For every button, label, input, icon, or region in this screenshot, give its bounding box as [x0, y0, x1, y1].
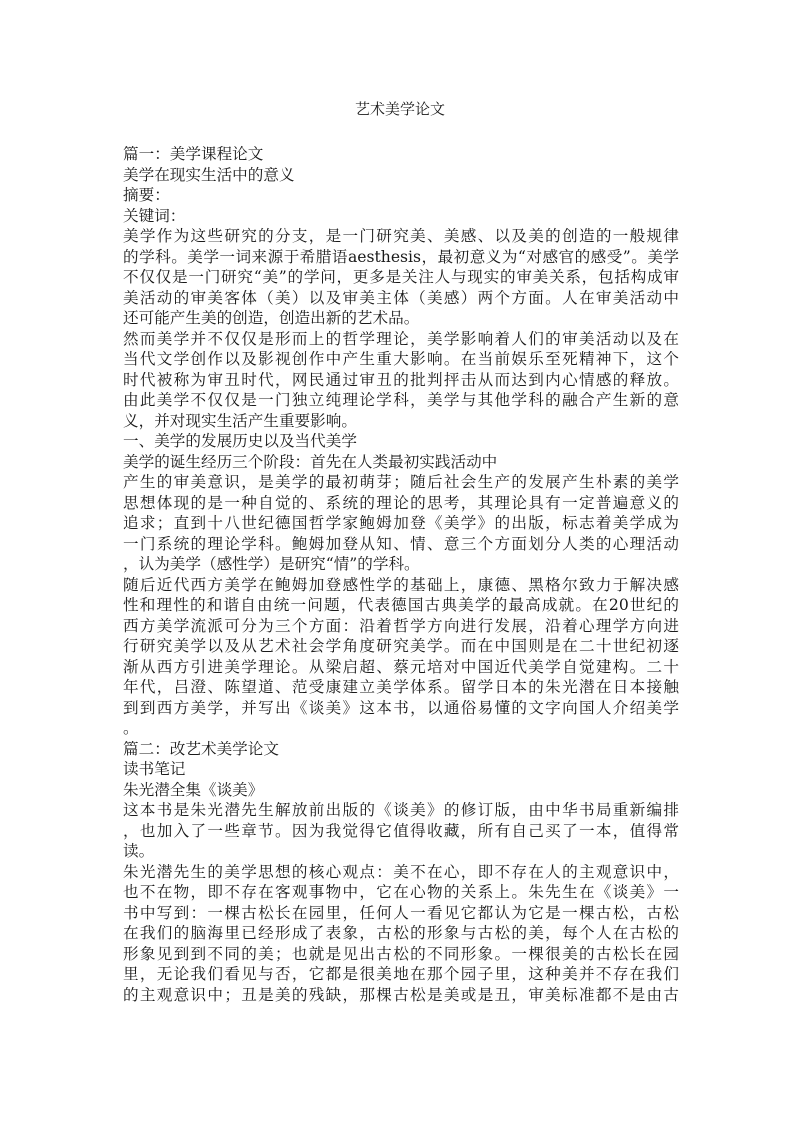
text-line: 里，无论我们看见与否，它都是很美地在那个园子里，这种美并不存在我们	[123, 965, 679, 983]
text-line: 美学作为这些研究的分支，是一门研究美、美感、以及美的创造的一般规律	[123, 227, 679, 245]
text-line: 的主观意识中；丑是美的残缺，那棵古松是美或是丑，审美标准都不是由古	[123, 985, 679, 1004]
text-line: 思想体现的是一种自觉的、系统的理论的思考，其理论具有一定普遍意义的	[123, 493, 679, 512]
text-line: 。	[123, 719, 139, 737]
text-line: 追求；直到十八世纪德国哲学家鲍姆加登《美学》的出版，标志着美学成为	[123, 514, 679, 532]
text-line: 然而美学并不仅仅是形而上的哲学理论，美学影响着人们的审美活动以及在	[123, 329, 679, 348]
text-line: 摘要：	[123, 186, 170, 204]
text-line: 年代，吕澄、陈望道、范受康建立美学体系。留学日本的朱光潜在日本接触	[123, 678, 679, 696]
text-line: 一门系统的理论学科。鲍姆加登从知、情、意三个方面划分人类的心理活动	[123, 534, 679, 553]
text-line: 当代文学创作以及影视创作中产生重大影响。在当前娱乐至死精神下，这个	[123, 350, 679, 368]
text-line: 行研究美学以及从艺术社会学角度研究美学。而在中国则是在二十世纪初逐	[123, 637, 679, 655]
text-line: 不仅仅是一门研究“美”的学问，更多是关注人与现实的审美关系，包括构成审	[123, 268, 679, 286]
text-line: 时代被称为审丑时代，网民通过审丑的批判抨击从而达到内心情感的释放。	[123, 370, 679, 389]
text-line: 美活动的审美客体（美）以及审美主体（美感）两个方面。人在审美活动中	[123, 288, 679, 307]
text-line: 西方美学流派可分为三个方面：沿着哲学方向进行发展，沿着心理学方向进	[123, 616, 679, 635]
text-line: 篇二：改艺术美学论文	[123, 739, 279, 758]
text-line: 的学科。美学一词来源于希腊语aesthesis，最初意义为“对感官的感受”。美学	[123, 247, 679, 266]
text-line: 还可能产生美的创造，创造出新的艺术品。	[123, 309, 420, 327]
text-line: 随后近代西方美学在鲍姆加登感性学的基础上，康德、黑格尔致力于解决感	[123, 575, 679, 594]
text-line: 形象见到到不同的美；也就是见出古松的不同形象。一棵很美的古松长在园	[123, 944, 679, 963]
text-line: 一、美学的发展历史以及当代美学	[123, 432, 357, 450]
text-line: 渐从西方引进美学理论。从梁启超、蔡元培对中国近代美学自觉建构。二十	[123, 657, 679, 676]
text-line: 产生的审美意识，是美学的最初萌芽；随后社会生产的发展产生朴素的美学	[123, 473, 679, 491]
text-line: 读书笔记	[123, 760, 186, 778]
text-line: 朱光潜先生的美学思想的核心观点：美不在心，即不存在人的主观意识中，	[123, 862, 679, 881]
document-title: 艺术美学论文	[354, 100, 445, 118]
document-body	[123, 144, 679, 1005]
text-line: 朱光潜全集《谈美》	[123, 780, 264, 799]
text-line: 篇一：美学课程论文	[123, 145, 264, 163]
text-line: 书中写到：一棵古松长在园里，任何人一看见它都认为它是一棵古松，古松	[123, 903, 679, 922]
text-line: 读。	[123, 842, 155, 860]
text-line: 义，并对现实生活产生重要影响。	[123, 411, 357, 430]
text-line: ，也加入了一些章节。因为我觉得它值得收藏，所有自己买了一本，值得常	[123, 821, 679, 840]
text-line: 这本书是朱光潜先生解放前出版的《谈美》的修订版，由中华书局重新编排	[123, 801, 679, 819]
text-line: ，认为美学（感性学）是研究“情”的学科。	[123, 555, 420, 573]
text-line: 美学的诞生经历三个阶段：首先在人类最初实践活动中	[123, 452, 498, 471]
text-line: 在我们的脑海里已经形成了表象，古松的形象与古松的美，每个人在古松的	[123, 924, 679, 942]
text-line: 关键词：	[123, 206, 186, 225]
text-line: 性和理性的和谐自由统一问题，代表德国古典美学的最高成就。在20世纪的	[123, 596, 679, 614]
text-line: 由此美学不仅仅是一门独立纯理论学科，美学与其他学科的融合产生新的意	[123, 391, 679, 409]
text-line: 到到西方美学，并写出《谈美》这本书，以通俗易懂的文字向国人介绍美学	[123, 698, 679, 717]
text-line: 美学在现实生活中的意义	[123, 165, 295, 184]
text-line: 也不在物，即不存在客观事物中，它在心物的关系上。朱先生在《谈美》一	[123, 883, 679, 901]
